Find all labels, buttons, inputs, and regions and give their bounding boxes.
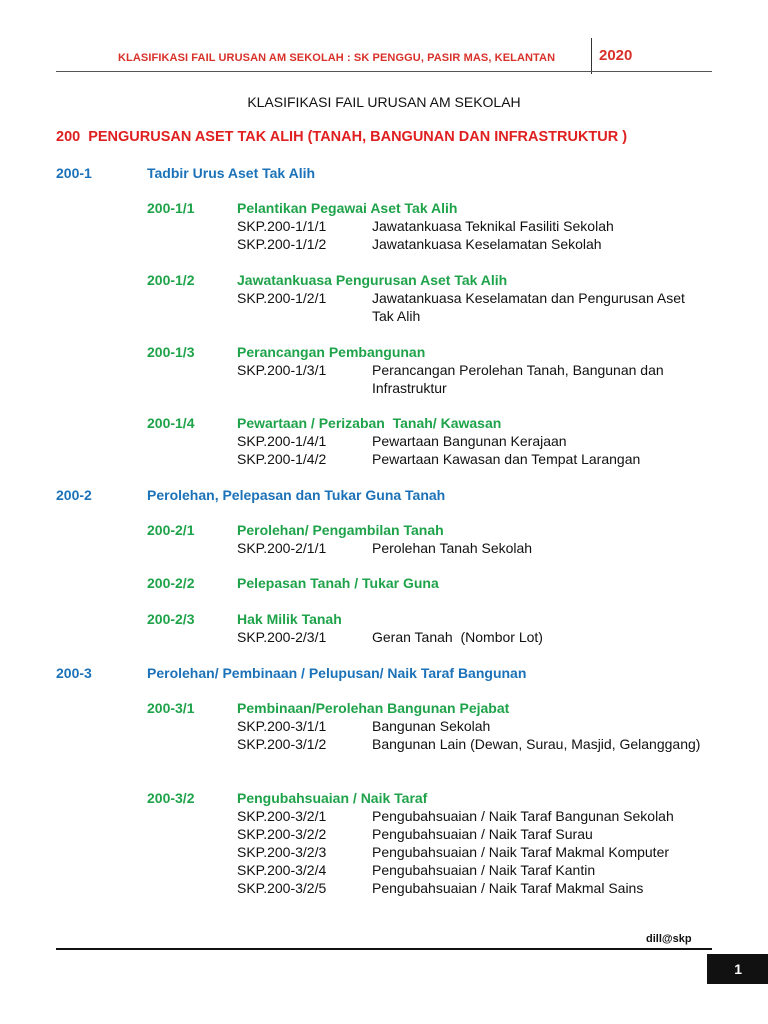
subgroup-code: 200-3/2 xyxy=(147,790,195,806)
item-label: Jawatankuasa Teknikal Fasiliti Sekolah xyxy=(372,218,614,234)
item-label: Pewartaan Kawasan dan Tempat Larangan xyxy=(372,451,641,467)
item-code: SKP.200-3/2/1 xyxy=(237,808,327,824)
header-divider xyxy=(591,38,592,74)
item-code: SKP.200-1/3/1 xyxy=(237,362,327,378)
group-code: 200-2 xyxy=(56,487,92,503)
document-title: KLASIFIKASI FAIL URUSAN AM SEKOLAH xyxy=(247,94,521,110)
subgroup-title: Perolehan/ Pengambilan Tanah xyxy=(237,522,444,538)
page-number: 1 xyxy=(707,954,768,984)
footer-signature: dill@skp xyxy=(646,933,692,945)
group-title: Tadbir Urus Aset Tak Alih xyxy=(147,165,316,181)
item-code: SKP.200-1/1/1 xyxy=(237,218,327,234)
subgroup-title: Pewartaan / Perizaban Tanah/ Kawasan xyxy=(237,415,502,431)
header-rule xyxy=(56,71,712,72)
item-label: Pengubahsuaian / Naik Taraf Makmal Komputer xyxy=(372,844,670,860)
item-code: SKP.200-3/2/5 xyxy=(237,880,327,896)
subgroup-title: Jawatankuasa Pengurusan Aset Tak Alih xyxy=(237,272,508,288)
subgroup-title: Pengubahsuaian / Naik Taraf xyxy=(237,790,428,806)
item-label: Bangunan Lain (Dewan, Surau, Masjid, Gelanggang) xyxy=(372,736,701,752)
item-label: Jawatankuasa Keselamatan dan Pengurusan Aset Tak Alih xyxy=(372,290,685,324)
section-heading xyxy=(56,129,627,145)
item-code: SKP.200-3/2/2 xyxy=(237,826,327,842)
item-code: SKP.200-3/2/4 xyxy=(237,862,327,878)
item-label: Perancangan Perolehan Tanah, Bangunan dan Infrastruktur xyxy=(372,362,664,396)
item-label: Pewartaan Bangunan Kerajaan xyxy=(372,433,567,449)
item-label: Perolehan Tanah Sekolah xyxy=(372,540,533,556)
item-code: SKP.200-1/2/1 xyxy=(237,290,327,306)
subgroup-title: Perancangan Pembangunan xyxy=(237,344,426,360)
subgroup-code: 200-3/1 xyxy=(147,700,195,716)
group-code: 200-3 xyxy=(56,665,92,681)
group-code: 200-1 xyxy=(56,165,92,181)
subgroup-title: Hak Milik Tanah xyxy=(237,611,342,627)
item-code: SKP.200-3/1/2 xyxy=(237,736,327,752)
subgroup-title: Pembinaan/Perolehan Bangunan Pejabat xyxy=(237,700,510,716)
group-title: Perolehan, Pelepasan dan Tukar Guna Tanah xyxy=(147,487,446,503)
footer-rule xyxy=(56,948,712,950)
subgroup-code: 200-1/2 xyxy=(147,272,195,288)
subgroup-code: 200-1/4 xyxy=(147,415,195,431)
subgroup-code: 200-1/3 xyxy=(147,344,195,360)
item-code: SKP.200-1/4/2 xyxy=(237,451,327,467)
subgroup-code: 200-2/1 xyxy=(147,522,195,538)
item-label: Geran Tanah (Nombor Lot) xyxy=(372,629,543,645)
item-label: Jawatankuasa Keselamatan Sekolah xyxy=(372,236,602,252)
item-label: Pengubahsuaian / Naik Taraf Bangunan Sekolah xyxy=(372,808,674,824)
item-code: SKP.200-1/4/1 xyxy=(237,433,327,449)
item-label: Pengubahsuaian / Naik Taraf Makmal Sains xyxy=(372,880,644,896)
subgroup-code: 200-1/1 xyxy=(147,200,195,216)
item-code: SKP.200-2/1/1 xyxy=(237,540,327,556)
item-code: SKP.200-2/3/1 xyxy=(237,629,327,645)
item-label: Bangunan Sekolah xyxy=(372,718,491,734)
item-code: SKP.200-1/1/2 xyxy=(237,236,327,252)
item-code: SKP.200-3/1/1 xyxy=(237,718,327,734)
item-label: Pengubahsuaian / Naik Taraf Surau xyxy=(372,826,593,842)
item-label: Pengubahsuaian / Naik Taraf Kantin xyxy=(372,862,596,878)
group-title: Perolehan/ Pembinaan / Pelupusan/ Naik Taraf Bangunan xyxy=(147,665,527,681)
header-title: KLASIFIKASI FAIL URUSAN AM SEKOLAH : SK PENGGU, PASIR MAS, KELANTAN xyxy=(118,52,556,64)
section-title: PENGURUSAN ASET TAK ALIH (TANAH, BANGUNAN DAN INFRASTRUKTUR ) xyxy=(88,129,628,145)
header-year: 2020 xyxy=(599,47,633,64)
item-code: SKP.200-3/2/3 xyxy=(237,844,327,860)
subgroup-code: 200-2/3 xyxy=(147,611,195,627)
section-code: 200 xyxy=(56,129,81,145)
subgroup-code: 200-2/2 xyxy=(147,575,195,591)
subgroup-title: Pelepasan Tanah / Tukar Guna xyxy=(237,575,439,591)
subgroup-title: Pelantikan Pegawai Aset Tak Alih xyxy=(237,200,458,216)
